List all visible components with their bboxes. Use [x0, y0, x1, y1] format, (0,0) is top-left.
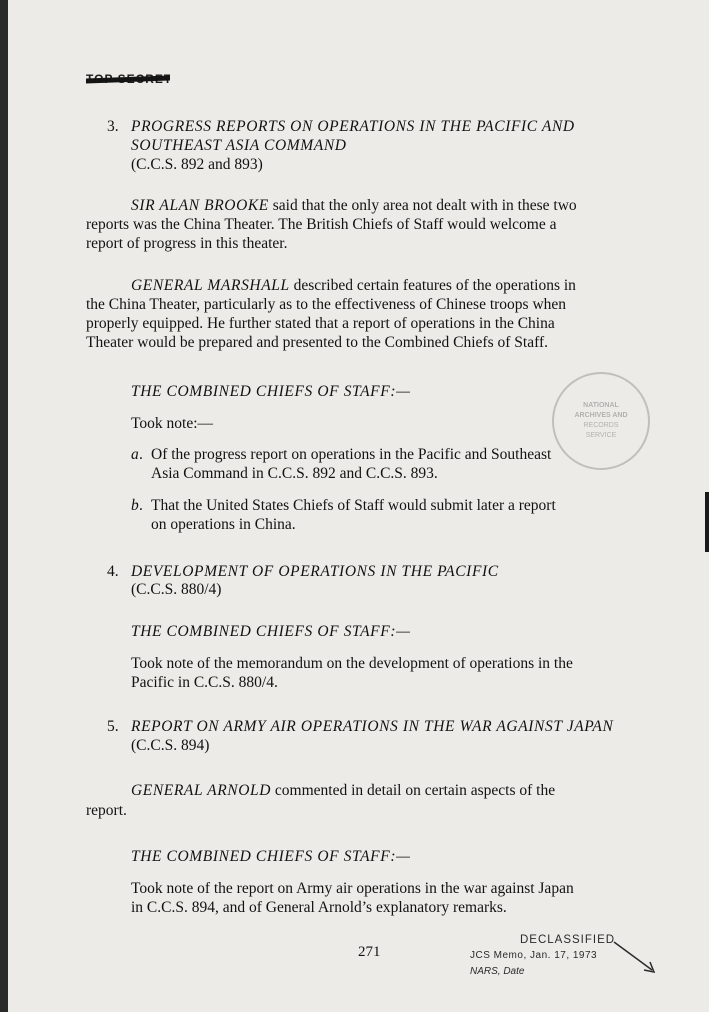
brooke-text1: said that the only area not dealt with in these two: [272, 197, 577, 214]
stamp-line4: SERVICE: [585, 432, 617, 439]
item3-ccs-heading: THE COMBINED CHIEFS OF STAFF:—: [131, 383, 411, 400]
declassification-authority: JCS Memo, Jan. 17, 1973: [470, 950, 598, 961]
speaker-arnold: GENERAL ARNOLD: [131, 782, 272, 799]
page-number: 271: [358, 944, 381, 960]
stamp-line1: NATIONAL: [583, 402, 619, 409]
speaker-brooke: SIR ALAN BROOKE: [131, 197, 269, 214]
item3-number: 3.: [107, 118, 119, 135]
marshall-line2: the China Theater, particularly as to the effectiveness of Chinese troops when: [86, 296, 567, 313]
item3-a-line1: Of the progress report on operations in the Pacific and Southeast: [151, 446, 552, 463]
declassified-label: DECLASSIFIED: [520, 934, 616, 946]
item5-note-line1: Took note of the report on Army air operations in the war against Japan: [131, 880, 574, 897]
marshall-line1: [131, 276, 576, 296]
stamp-line3: RECORDS: [583, 422, 619, 429]
binding-edge: [0, 0, 8, 1012]
item3-title-line1: PROGRESS REPORTS ON OPERATIONS IN THE PACIFIC AND: [131, 118, 575, 135]
brooke-line1: [131, 196, 577, 216]
item4-number: 4.: [107, 563, 119, 580]
classification-marking: [86, 72, 170, 86]
item5-title: REPORT ON ARMY AIR OPERATIONS IN THE WAR AGAINST JAPAN: [131, 718, 614, 735]
archive-stamp: [552, 372, 650, 470]
arnold-line2: report.: [86, 802, 127, 819]
item5-number: 5.: [107, 718, 119, 735]
item3-a-line2: Asia Command in C.C.S. 892 and C.C.S. 893.: [151, 465, 438, 482]
stamp-line2: ARCHIVES AND: [574, 412, 628, 419]
item4-reference: (C.C.S. 880/4): [131, 581, 222, 598]
arnold-line1: [131, 781, 555, 801]
brooke-line2: reports was the China Theater. The British Chiefs of Staff would welcome a: [86, 216, 557, 233]
item3-took-note: Took note:—: [131, 415, 214, 432]
item4-note-line2: Pacific in C.C.S. 880/4.: [131, 674, 278, 691]
marshall-line3: properly equipped. He further stated that a report of operations in the China: [86, 315, 555, 332]
item5-ccs-heading: THE COMBINED CHIEFS OF STAFF:—: [131, 848, 411, 865]
marshall-text1: described certain features of the operations in: [293, 277, 576, 294]
item3-a-label: a.: [131, 446, 144, 463]
item3-title-line2: SOUTHEAST ASIA COMMAND: [131, 137, 347, 154]
item4-ccs-heading: THE COMBINED CHIEFS OF STAFF:—: [131, 623, 411, 640]
item4-note-line1: Took note of the memorandum on the development of operations in the: [131, 655, 573, 672]
margin-mark: [705, 492, 709, 552]
arnold-text1: commented in detail on certain aspects of the: [274, 782, 556, 799]
item3-b-line2: on operations in China.: [151, 516, 296, 533]
item4-title: DEVELOPMENT OF OPERATIONS IN THE PACIFIC: [131, 563, 499, 580]
item3-b-label: b.: [131, 497, 144, 514]
handwritten-arrow-icon: [612, 940, 658, 978]
speaker-marshall: GENERAL MARSHALL: [131, 277, 290, 294]
item3-b-line1: That the United States Chiefs of Staff would submit later a report: [151, 497, 556, 514]
marshall-line4: Theater would be prepared and presented to the Combined Chiefs of Staff.: [86, 334, 548, 351]
brooke-line3: report of progress in this theater.: [86, 235, 288, 252]
item3-reference: (C.C.S. 892 and 893): [131, 156, 263, 173]
item5-reference: (C.C.S. 894): [131, 737, 210, 754]
item5-note-line2: in C.C.S. 894, and of General Arnold’s explanatory remarks.: [131, 899, 507, 916]
declassification-by: NARS, Date: [470, 966, 525, 977]
